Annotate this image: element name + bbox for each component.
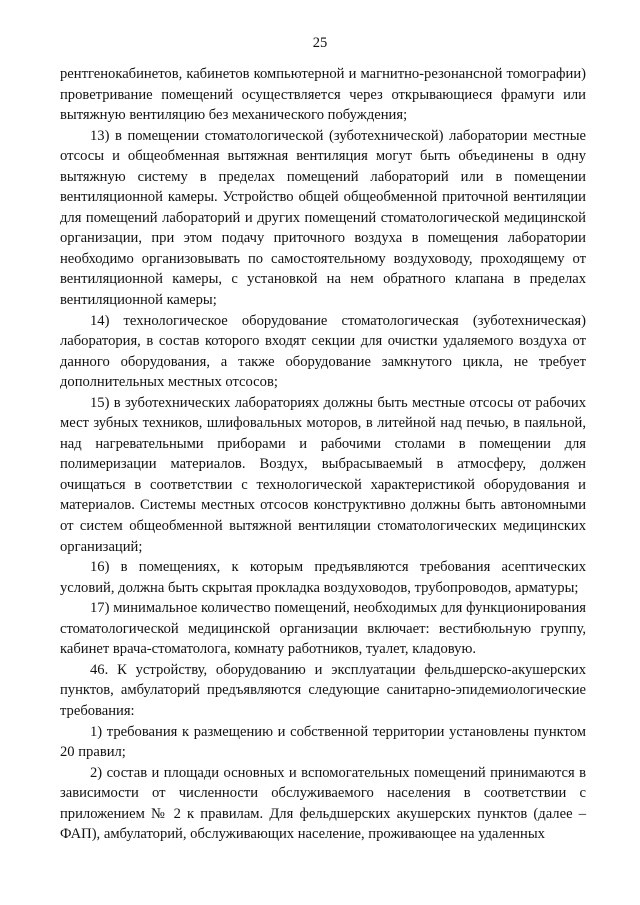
paragraph-item-15: 15) в зуботехнических лабораториях должны быть местные отсосы от рабочих мест зубных техников, шлифовальных моторов, в литейной над печью, в паяльной, над нагревательными приборами и рабочими столами в помещении для полимеризации материалов. Воздух, выбрасываемый в атмосферу, должен очищаться в соответствии с технологической характеристикой оборудования и материалов. Системы местных отсосов конструктивно должны быть автономными от систем общеобменной вытяжной вентиляции стоматологических медицинских организаций; (60, 394, 586, 555)
paragraph-item-13: 13) в помещении стоматологической (зуботехнической) лаборатории местные отсосы и общеобменная вытяжная вентиляция могут быть объединены в одну вытяжную систему в пределах помещений лабораторий или в помещении вентиляционной камеры. Устройство общей общеобменной приточной вентиляции для помещений лабораторий и других помещений стоматологической медицинской организации, при этом подачу приточного воздуха в помещения лаборатории необходимо организовывать по самостоятельному воздуховоду, проходящему от вентиляционной камеры, с установкой на нем обратного клапана в пределах вентиляционной камеры; (60, 127, 586, 309)
paragraph-section-46: 46. К устройству, оборудованию и эксплуатации фельдшерско-акушерских пунктов, амбулаторий предъявляются следующие санитарно-эпидемиологические требования: (60, 661, 586, 719)
paragraph-item-17: 17) минимальное количество помещений, необходимых для функционирования стоматологической медицинской организации включает: вестибюльную группу, кабинет врача-стоматолога, комнату работников, туалет, кладовую. (60, 600, 586, 658)
paragraph-continuation: рентгенокабинетов, кабинетов компьютерной и магнитно-резонансной томографии) проветривание помещений осуществляется через открывающиеся фрамуги или вытяжную вентиляцию без механического побуждения; (60, 66, 586, 124)
paragraph-subitem-1: 1) требования к размещению и собственной территории установлены пунктом 20 правил; (60, 723, 586, 761)
paragraph-item-14: 14) технологическое оборудование стоматологическая (зуботехническая) лаборатория, в состав которого входят секции для очистки удаляемого воздуха от данного оборудования, а также оборудование замкнутого цикла, не требует дополнительных местных отсосов; (60, 312, 586, 391)
paragraph-item-16: 16) в помещениях, к которым предъявляются требования асептических условий, должна быть скрытая прокладка воздуховодов, трубопроводов, арматуры; (60, 559, 586, 596)
page-number: 25 (312, 35, 328, 51)
document-body (60, 64, 586, 845)
paragraph-subitem-2: 2) состав и площади основных и вспомогательных помещений принимаются в зависимости от численности обслуживаемого населения в соответствии с приложением № 2 к правилам. Для фельдшерских акушерских пунктов (далее – ФАП), амбулаторий, обслуживающих население, проживающее на удаленных (60, 764, 586, 843)
